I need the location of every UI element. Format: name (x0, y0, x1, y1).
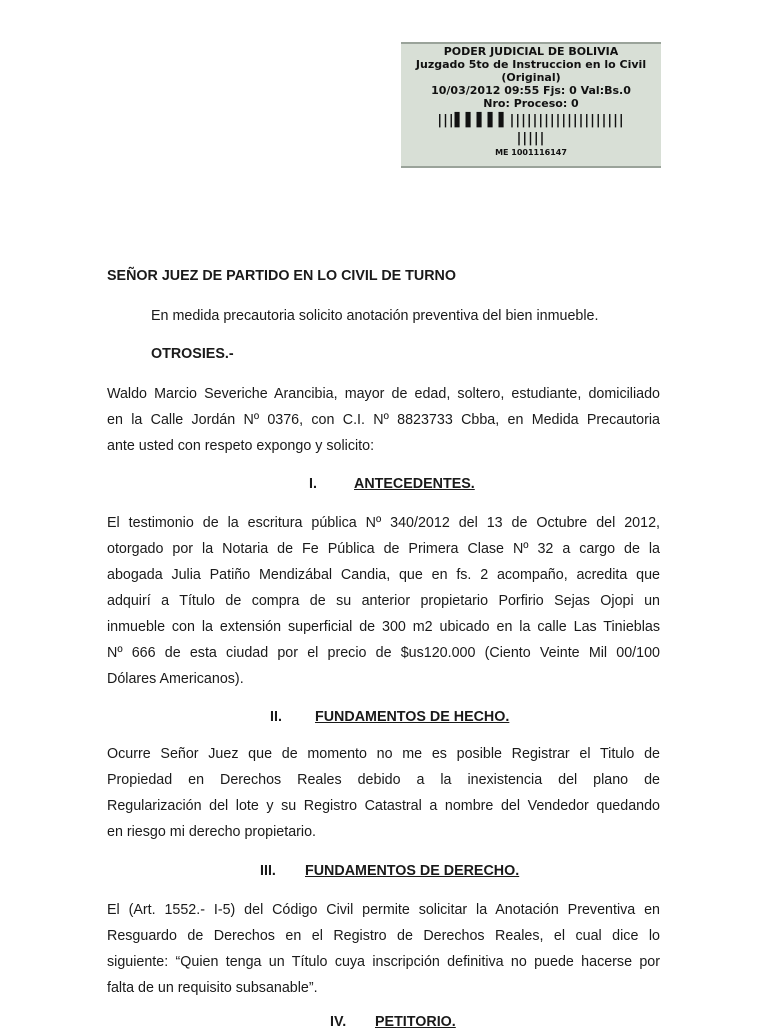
section-2-paragraph (107, 741, 660, 845)
text-line: Resguardo de Derechos en el Registro de Derechos Reales, el cual dice lo (107, 928, 660, 944)
document-header: SEÑOR JUEZ DE PARTIDO EN LO CIVIL DE TURNO (107, 268, 456, 284)
text-line: siguiente: “Quien tenga un Título cuya inscripción definitiva no puede hacerse por (107, 954, 660, 970)
section-2-number: II. (270, 709, 282, 725)
text-line: falta de un requisito subsanable”. (107, 980, 318, 996)
text-line: en riesgo mi derecho propietario. (107, 824, 317, 840)
text-line: ante usted con respeto expongo y solicito: (107, 438, 375, 454)
document-subtitle: En medida precautoria solicito anotación preventiva del bien inmueble. (151, 308, 599, 324)
text-line: Dólares Americanos). (107, 671, 244, 687)
section-1-title: ANTECEDENTES. (354, 476, 475, 492)
section-4-title: PETITORIO. (375, 1014, 456, 1030)
stamp-line-4: 10/03/2012 09:55 Fjs: 0 Val:Bs.0 (431, 84, 631, 97)
text-line: El testimonio de la escritura pública Nº 340/2012 del 13 de Octubre del 2012, (107, 515, 660, 531)
section-1-number: I. (309, 476, 317, 492)
stamp-line-3: (Original) (501, 71, 561, 84)
barcode-tail: ||||| (516, 131, 546, 146)
stamp-line-5: Nro: Proceso: 0 (483, 97, 579, 110)
text-line: inmueble con la extensión superficial de 300 m2 ubicado en la calle Las Tinieblas (107, 619, 660, 635)
text-line: Regularización del lote y su Registro Catastral a nombre del Vendedor quedando (107, 798, 660, 814)
text-line: Propiedad en Derechos Reales debido a la inexistencia del plano de (107, 772, 660, 788)
section-2-title: FUNDAMENTOS DE HECHO. (315, 709, 510, 725)
stamp-line-2: Juzgado 5to de Instruccion en lo Civil (415, 58, 647, 71)
section-3-paragraph (107, 897, 660, 1001)
intro-paragraph (107, 381, 660, 459)
text-line: Nº 666 de esta ciudad por el precio de $us120.000 (Ciento Veinte Mil 00/100 (107, 645, 660, 661)
stamp-line-1: PODER JUDICIAL DE BOLIVIA (443, 45, 619, 58)
text-line: El (Art. 1552.- I-5) del Código Civil permite solicitar la Anotación Preventiva en (107, 902, 660, 918)
section-4-number: IV. (330, 1014, 347, 1030)
section-1-paragraph (107, 510, 660, 692)
barcode: |||▌▌▌▌▌|||||||||||||||||||| (437, 113, 625, 128)
text-line: otorgado por la Notaria de Fe Pública de Primera Clase Nº 32 a cargo de la (107, 541, 660, 557)
text-line: adquirí a Título de compra de su anterior propietario Porfirio Sejas Ojopi un (107, 593, 660, 609)
text-line: Waldo Marcio Severiche Arancibia, mayor de edad, soltero, estudiante, domiciliado (107, 386, 660, 402)
text-line: Ocurre Señor Juez que de momento no me es posible Registrar el Titulo de (107, 746, 660, 762)
otrosies-label: OTROSIES.- (151, 346, 234, 362)
text-line: en la Calle Jordán Nº 0376, con C.I. Nº 8823733 Cbba, en Medida Precautoria (107, 412, 660, 428)
section-3-title: FUNDAMENTOS DE DERECHO. (305, 863, 520, 879)
court-stamp (401, 42, 661, 168)
stamp-code: ME 1001116147 (495, 148, 567, 157)
section-3-number: III. (260, 863, 276, 879)
text-line: abogada Julia Patiño Mendizábal Candia, que en fs. 2 acompaño, acredita que (107, 567, 660, 583)
